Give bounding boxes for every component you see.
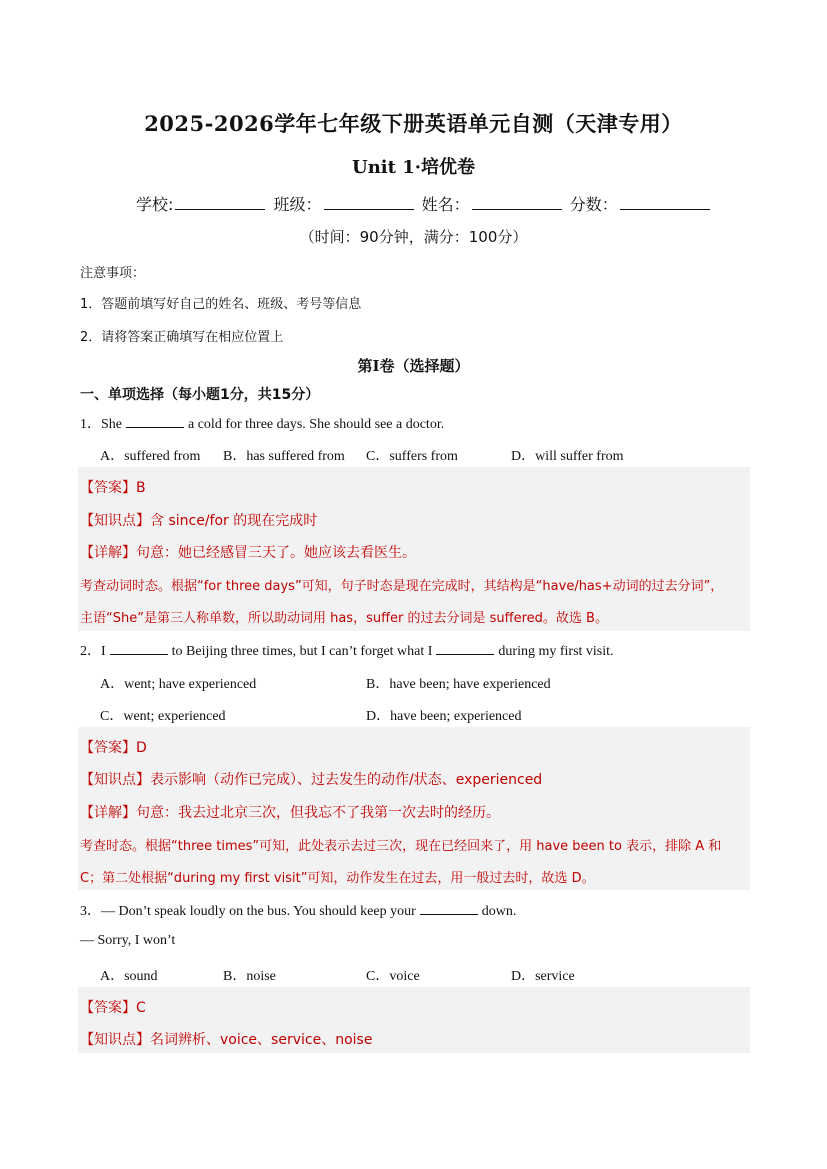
explain-line: 考查动词时态。根据“for three days”可知，句子时态是现在完成时，其结构是“have/has+动词的过去分词”，	[80, 579, 724, 594]
knowledge-line: 【知识点】含 since/for 的现在完成时	[80, 513, 318, 529]
option-b: B．has suffered from	[223, 449, 345, 464]
unit-subtitle: Unit 1·培优卷	[352, 157, 475, 178]
question-stem	[80, 413, 444, 433]
question-stem	[80, 900, 516, 920]
answer-blank	[420, 903, 478, 915]
page-title: 2025-2026学年七年级下册英语单元自测（天津专用）	[144, 111, 683, 136]
answer-line: 【答案】C	[80, 1000, 146, 1016]
knowledge-line: 【知识点】表示影响（动作已完成）、过去发生的动作/状态、experienced	[80, 772, 543, 788]
explain-line: 主语“She”是第三人称单数，所以助动词用 has，suffer 的过去分词是 suffered。故选 B。	[80, 611, 608, 626]
knowledge-line: 【知识点】名词辨析、voice、service、noise	[80, 1032, 373, 1048]
section-title: 第I卷（选择题）	[357, 357, 470, 375]
question-stem-reply: — Sorry, I won’t	[80, 933, 176, 948]
score-field[interactable]	[620, 195, 710, 210]
option-a: A．sound	[100, 969, 158, 984]
option-d: D．will suffer from	[511, 449, 624, 464]
answer-blank	[436, 643, 494, 655]
option-b: B．noise	[223, 969, 276, 984]
detail-line: 【详解】句意：我去过北京三次，但我忘不了我第一次去时的经历。	[80, 805, 500, 821]
part-title: 一、单项选择（每小题1分，共15分）	[80, 387, 320, 403]
answer-blank	[110, 643, 168, 655]
school-label: 学校:	[136, 195, 174, 214]
option-c: C．voice	[366, 969, 420, 984]
option-a: A．suffered from	[100, 449, 201, 464]
answer-blank	[126, 416, 184, 428]
notice-item: 1．答题前填写好自己的姓名、班级、考号等信息	[80, 297, 362, 312]
stem-text: to Beijing three times, but I can’t forget what I	[171, 644, 433, 659]
stem-text: during my first visit.	[498, 644, 614, 659]
stem-text: 3．— Don’t speak loudly on the bus. You should keep your	[80, 904, 416, 919]
answer-line: 【答案】D	[80, 740, 147, 756]
name-field[interactable]	[472, 195, 562, 210]
class-field[interactable]	[324, 195, 414, 210]
explain-line: C；第二处根据“during my first visit”可知，动作发生在过去，用一般过去时，故选 D。	[80, 871, 595, 886]
option-d: D．service	[511, 969, 575, 984]
notice-item: 2．请将答案正确填写在相应位置上	[80, 330, 284, 345]
detail-line: 【详解】句意：她已经感冒三天了。她应该去看医生。	[80, 545, 416, 561]
stem-text: 1．She	[80, 417, 122, 432]
student-info-line	[136, 192, 713, 215]
option-d: D．have been; experienced	[366, 709, 522, 724]
notice-heading: 注意事项：	[80, 266, 146, 281]
option-c: C．suffers from	[366, 449, 458, 464]
question-stem	[80, 640, 614, 660]
answer-line: 【答案】B	[80, 480, 146, 496]
option-c: C．went; experienced	[100, 709, 226, 724]
class-label: 班级：	[273, 195, 322, 214]
school-field[interactable]	[175, 195, 265, 210]
score-label: 分数：	[569, 195, 618, 214]
option-b: B．have been; have experienced	[366, 677, 551, 692]
stem-text: down.	[481, 904, 517, 919]
option-a: A．went; have experienced	[100, 677, 257, 692]
time-note: （时间：90分钟，满分：100分）	[299, 228, 528, 246]
explain-line: 考查时态。根据“three times”可知，此处表示去过三次，现在已经回来了，用 have been to 表示，排除 A 和	[80, 839, 722, 854]
stem-text: 2．I	[80, 644, 106, 659]
stem-text: a cold for three days. She should see a doctor.	[188, 417, 445, 432]
name-label: 姓名：	[421, 195, 470, 214]
